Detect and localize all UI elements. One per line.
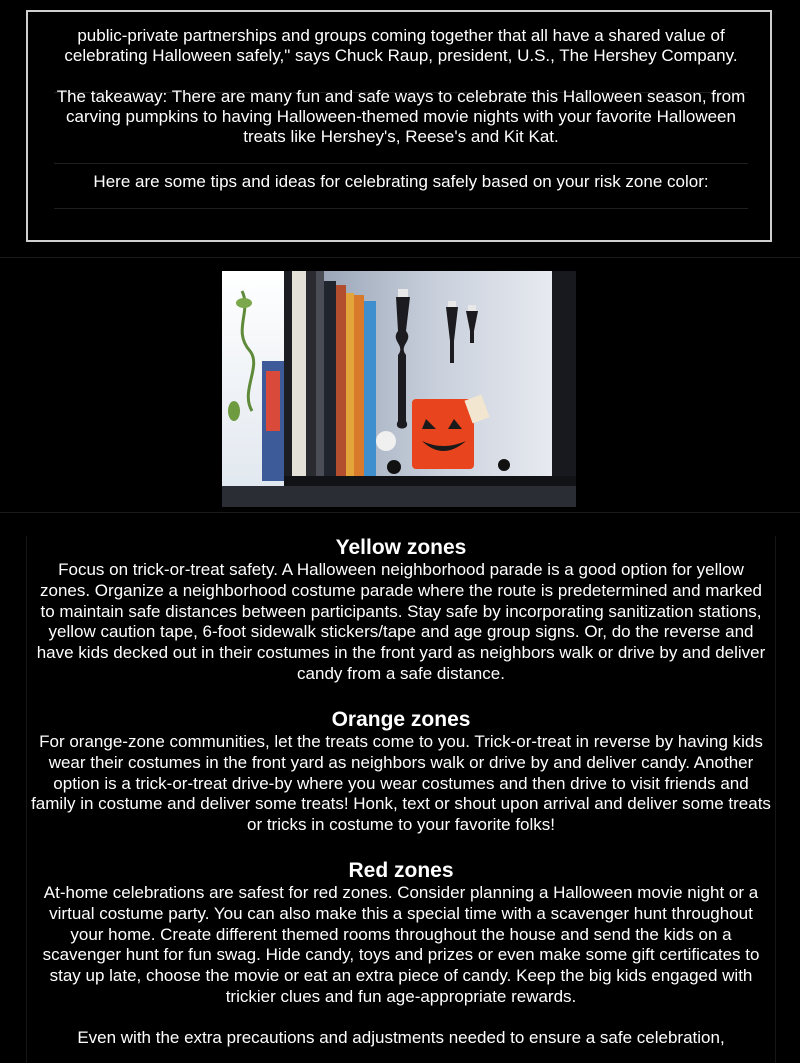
intro-box [26, 10, 772, 242]
closing-section [27, 1028, 775, 1049]
section-heading: Orange zones [331, 708, 471, 731]
divider [54, 208, 748, 209]
divider [54, 163, 748, 164]
halloween-shelf-photo [222, 271, 576, 507]
orange-zone-section [27, 708, 775, 836]
quote-paragraph: public-private partnerships and groups coming together that all have a shared value of celebrating Halloween safely," says Chuck Raup, president, U.S., The Hershey Company. [64, 26, 738, 65]
intro-content [54, 26, 748, 209]
takeaway-paragraph: The takeaway: There are many fun and safe ways to celebrate this Halloween season, from carving pumpkins to having Halloween-themed movie nights with your favorite Halloween treats like Hershey's, Reese's and Kit Kat. [56, 87, 746, 146]
section-body: At-home celebrations are safest for red zones. Consider planning a Halloween movie night or a virtual costume party. You can also make this a special time with a scavenger hunt throughout your home. Create different themed rooms throughout the house and send the kids on a scavenger hunt for fun swag. Hide candy, toys and prizes or even make some gift certificates to stay up late, choose the movie or eat an extra piece of candy. Keep the big kids engaged with trickier clues and fun age-appropriate rewards. [42, 883, 760, 1006]
photo-illustration [222, 271, 576, 507]
section-body: Focus on trick-or-treat safety. A Halloween neighborhood parade is a good option for yellow zones. Organize a neighborhood costume parade where the route is predetermined and marked to maintain safe distances between participants. Stay safe by incorporating sanitization stations, yellow caution tape, 6-foot sidewalk stickers/tape and age group signs. Or, do the reverse and have kids decked out in their costumes in the front yard as neighbors walk or drive by and deliver candy from a safe distance. [36, 560, 766, 683]
red-zone-section [27, 859, 775, 1008]
section-heading: Yellow zones [335, 536, 467, 559]
separator [0, 512, 800, 513]
yellow-zone-section [27, 536, 775, 685]
section-body: For orange-zone communities, let the treats come to you. Trick-or-treat in reverse by having kids wear their costumes in the front yard as neighbors walk or drive by and deliver candy. Another option is a trick-or-treat drive-by where you wear costumes and then drive to visit friends and family in costume and deliver some treats! Honk, text or shout upon arrival and deliver some treats or tricks in costume to your favorite folks! [31, 732, 771, 835]
zone-tips [26, 536, 776, 1063]
tips-intro-paragraph: Here are some tips and ideas for celebrating safely based on your risk zone color: [93, 172, 709, 191]
separator [0, 257, 800, 258]
closing-paragraph: Even with the extra precautions and adjustments needed to ensure a safe celebration, [77, 1028, 725, 1047]
section-heading: Red zones [348, 859, 454, 882]
